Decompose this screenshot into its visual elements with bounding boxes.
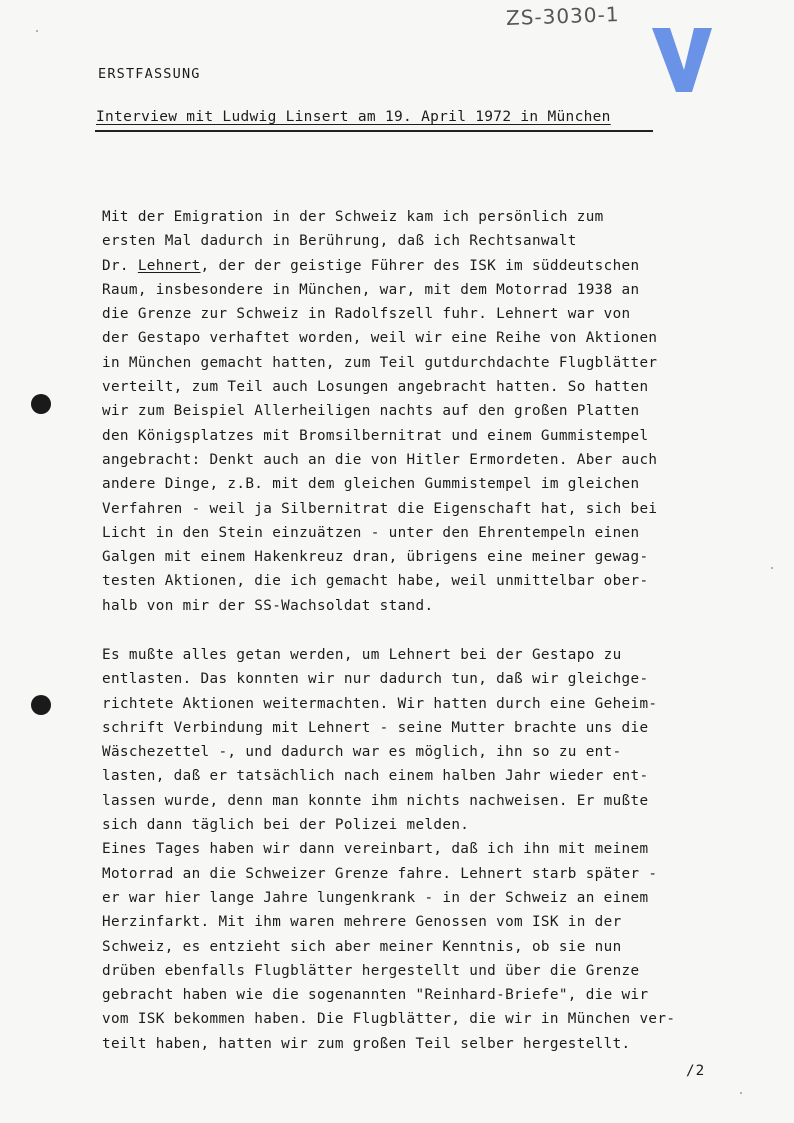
- text-line: Wäschezettel -, und dadurch war es möglich, ihn so zu ent-: [102, 744, 622, 761]
- text-line: die Grenze zur Schweiz in Radolfszell fuhr. Lehnert war von: [102, 306, 631, 323]
- blue-v-stamp: [652, 28, 712, 92]
- paper-speck: [36, 30, 38, 32]
- page-number: /2: [686, 1063, 706, 1079]
- text-line: lassen wurde, denn man konnte ihm nichts nachweisen. Er mußte: [102, 792, 649, 809]
- punch-hole-lower: [31, 695, 51, 715]
- text-line: drüben ebenfalls Flugblätter hergestellt und über die Grenze: [102, 962, 640, 979]
- text-line: richtete Aktionen weitermachten. Wir hatten durch eine Geheim-: [102, 695, 658, 712]
- text-line: entlasten. Das konnten wir nur dadurch tun, daß wir gleichge-: [102, 671, 649, 688]
- text-line: vom ISK bekommen haben. Die Flugblätter, die wir in München ver-: [102, 1011, 676, 1028]
- text-line: Verfahren - weil ja Silbernitrat die Eigenschaft hat, sich bei: [102, 500, 658, 517]
- document-heading: ERSTFASSUNG: [98, 66, 201, 82]
- text-line: Eines Tages haben wir dann vereinbart, daß ich ihn mit meinem: [102, 841, 649, 858]
- text-line: ersten Mal dadurch in Berührung, daß ich Rechtsanwalt: [102, 233, 577, 250]
- text-line: Dr. Lehnert, der der geistige Führer des ISK im süddeutschen: [102, 257, 640, 274]
- text-line: Es mußte alles getan werden, um Lehnert bei der Gestapo zu: [102, 647, 622, 663]
- text-line: Raum, insbesondere in München, war, mit dem Motorrad 1938 an: [102, 281, 640, 298]
- text-line: halb von mir der SS-Wachsoldat stand.: [102, 597, 434, 614]
- text-line: teilt haben, hatten wir zum großen Teil selber hergestellt.: [102, 1035, 631, 1052]
- text-line: verteilt, zum Teil auch Losungen angebracht hatten. So hatten: [102, 379, 649, 396]
- text-line: den Königsplatzes mit Bromsilbernitrat und einem Gummistempel: [102, 427, 649, 444]
- text-line: angebracht: Denkt auch an die von Hitler Ermordeten. Aber auch: [102, 451, 658, 468]
- text-line: Schweiz, es entzieht sich aber meiner Kenntnis, ob sie nun: [102, 938, 622, 955]
- text-line: sich dann täglich bei der Polizei melden.: [102, 817, 470, 834]
- text-line: Herzinfarkt. Mit ihm waren mehrere Genossen vom ISK in der: [102, 914, 622, 931]
- text-line: Licht in den Stein einzuätzen - unter den Ehrentempeln einen: [102, 524, 640, 541]
- text-line: gebracht haben wie die sogenannten "Reinhard-Briefe", die wir: [102, 987, 649, 1004]
- paragraph-2: [102, 643, 675, 1056]
- text-line: lasten, daß er tatsächlich nach einem halben Jahr wieder ent-: [102, 768, 649, 785]
- paragraph-1: [102, 205, 657, 618]
- text-line: er war hier lange Jahre lungenkrank - in der Schweiz an einem: [102, 889, 649, 906]
- text-line: Mit der Emigration in der Schweiz kam ich persönlich zum: [102, 209, 604, 225]
- underlined-name: Lehnert: [137, 257, 201, 274]
- text-line: andere Dinge, z.B. mit dem gleichen Gummistempel im gleichen: [102, 476, 640, 493]
- archive-number: ZS-3030-1: [505, 2, 620, 30]
- punch-hole-upper: [31, 394, 51, 414]
- text-line: Galgen mit einem Hakenkreuz dran, übrigens eine meiner gewag-: [102, 549, 649, 566]
- paper-speck: [771, 567, 773, 569]
- text-line: testen Aktionen, die ich gemacht habe, weil unmittelbar ober-: [102, 573, 649, 590]
- text-line: wir zum Beispiel Allerheiligen nachts auf den großen Platten: [102, 403, 640, 420]
- title-underline: [95, 130, 653, 132]
- text-line: Motorrad an die Schweizer Grenze fahre. Lehnert starb später -: [102, 865, 658, 882]
- text-line: der Gestapo verhaftet worden, weil wir eine Reihe von Aktionen: [102, 330, 658, 347]
- interview-title: Interview mit Ludwig Linsert am 19. April 1972 in München: [96, 109, 611, 125]
- paper-speck: [740, 1092, 742, 1094]
- text-line: schrift Verbindung mit Lehnert - seine Mutter brachte uns die: [102, 719, 649, 736]
- text-line: in München gemacht hatten, zum Teil gutdurchdachte Flugblätter: [102, 354, 658, 371]
